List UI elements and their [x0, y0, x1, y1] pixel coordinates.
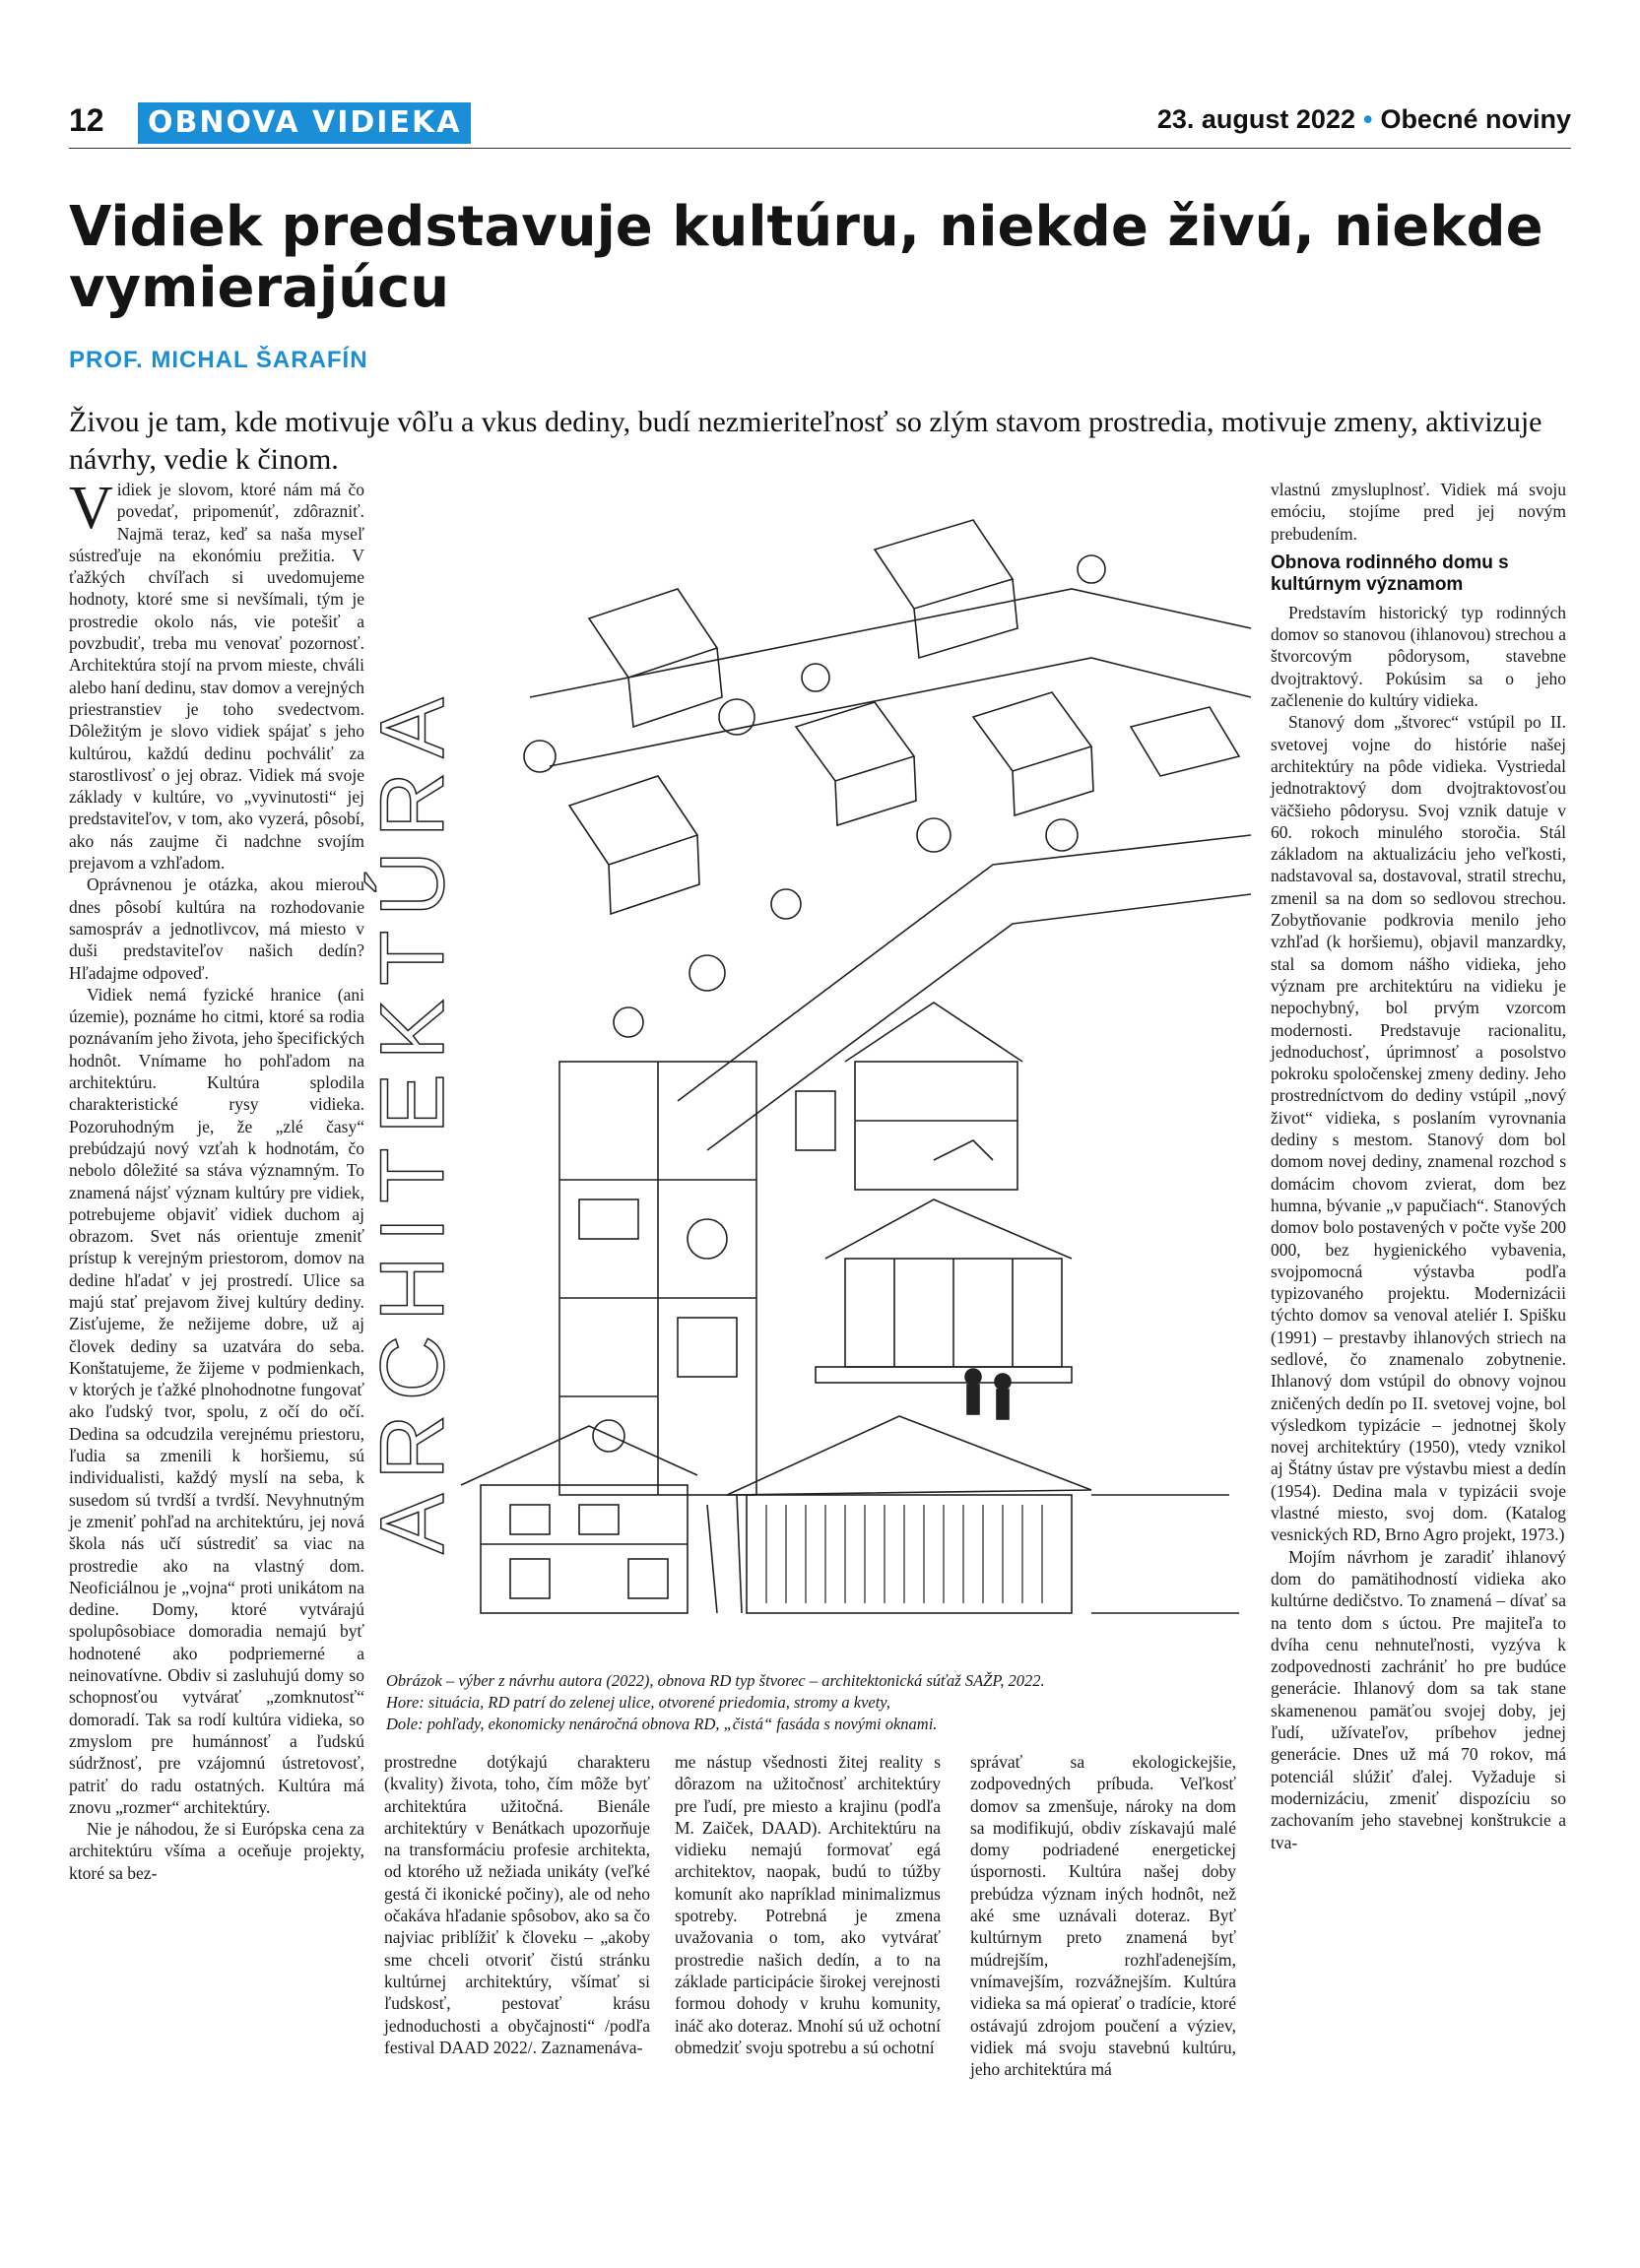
paragraph: me nástup všednosti žitej reality s dôrazom na užitočnosť architektúry pre ľudí, pre miesto a krajinu (podľa M. Zaiček, DAAD). Architektúru na vidieku nemajú formovať egá architektov, naopak, budú to túžby komunít ako napríklad minimalizmus spotreby. Potrebná je zmena uvažovania o tom, ako vytvárať prostredie našich dedín, a to na základe participácie širokej verejnosti formou dohody v kruhu komunity, ináč ako doteraz. Mnohí sú už ochotní obmedziť svoju spotrebu a sú ochotní [675, 1752, 941, 2057]
caption-line: Hore: situácia, RD patrí do zelenej ulice, otvorené priedomia, stromy a kvety, [386, 1693, 890, 1712]
article-column-1 [69, 475, 364, 1884]
paragraph: Vidiek nemá fyzické hranice (ani územie), poznáme ho citmi, ktoré sa rodia poznávaním jeho života, jeho špecifických hodnôt. Vnímame ho pohľadom na architektúru. Kultúra splodila charakteristické rysy vidieka. Pozoruhodným je, že „zlé časy“ prebúdzajú nový vzťah k hodnotám, čo nebolo dôležité sa stáva významným. To znamená nájsť význam kultúry pre vidiek, potrebujeme objaviť vidiek duchom aj obrazom. Svet nás orientuje zmeniť prístup k verejným priestorom, domov na dedine hľadať v jej prostredí. Ulice sa majú stať prejavom živej kultúry dediny. Zisťujeme, že nežijeme dobre, už aj človek dediny sa uzatvára do seba. Konštatujeme, že žijeme v podmienkach, v ktorých je ťažké plnohodnotne fungovať ako ľudský tvor, spolu, z očí do očí. Dedina sa odcudzila verejnému priestoru, ľudia sa zmenili k horšiemu, sú individualisti, každý myslí na seba, k susedom sú tvrdší a tvrdší. Nevyhnutným je zmeniť pohľad na architektúru, jej nová škola nás učí sústrediť sa viac na prostredie ako na vlastný dom. Neoficiálnou je „vojna“ proti unikátom na dedine. Domy, ktoré vytvárajú spolupôsobiace domoradia nemajú byť hodnotené ako podpriemerné a neinovatívne. Obdiv si zasluhujú domy so schopnosťou vytvárať „zomknutosť“ domoradí. Tak sa rodí kultúra vidieka, so zmyslom pre humánnosť a ľudskú súdržnosť, pre vzájomnú ústretovosť, patriť do radu ostatných. Kultúra má znovu „rozmer“ architektúry. [69, 984, 364, 1817]
article-column-3 [675, 1751, 941, 2058]
issue-date: 23. august 2022 [1156, 104, 1355, 134]
article-headline: Vidiek predstavuje kultúru, niekde živú, niekde vymierajúcu [69, 195, 1543, 320]
paragraph: Nie je náhodou, že si Európska cena za architektúru všíma a oceňuje projekty, ktoré sa bez- [69, 1819, 364, 1883]
paragraph: prostredne dotýkajú charakteru (kvality) života, toho, čím môže byť architektúra užitočná. Bienále architektúry v Benátkach upozorňuje na transformáciu profesie architekta, od ktorého už nežiada unikáty (veľké gestá či ikonické počiny), ale od neho očakáva hľadanie spôsobov, ako sa čo najviac priblížiť k človeku – „akoby sme chceli otvoriť čistú stránku kultúrnej architektúry, všímať si ľudskosť, pestovať krásu jednoduchosti a obyčajnosti“ /podľa festival DAAD 2022/. Zaznamenáva- [384, 1752, 650, 2057]
paragraph: Oprávnenou je otázka, akou mierou dnes pôsobí kultúra na rozhodovanie samospráv a jednotlivcov, má miesto v duši predstaviteľov našich dedín? Hľadajme odpoveď. [69, 875, 364, 983]
header-divider [69, 148, 1571, 149]
publication-name: Obecné noviny [1380, 104, 1571, 134]
article-column-2 [384, 1751, 650, 2058]
architecture-illustration [362, 510, 1251, 1648]
paragraph [69, 475, 364, 874]
paragraph: vlastnú zmysluplnosť. Vidiek má svoju emóciu, stojíme pred jej novým prebudením. [1271, 480, 1566, 544]
page-header [69, 102, 1571, 148]
page-number: 12 [69, 102, 104, 138]
issue-info [1157, 104, 1571, 135]
section-label: OBNOVA VIDIEKA [138, 102, 471, 144]
caption-line: Obrázok – výber z návrhu autora (2022), obnova RD typ štvorec – architektonická súťaž SAŽP, 2022. [386, 1671, 1045, 1690]
paragraph: správať sa ekologickejšie, zodpovedných príbuda. Veľkosť domov sa zmenšuje, nároky na dom sa modifikujú, obdiv získavajú malé domy podriadené energetickej úspornosti. Kultúra našej doby prebúdza význam iných hodnôt, než aké sme uznávali doteraz. Byť kultúrnym preto znamená byť múdrejším, rozhľadenejším, vnímavejším, rozvážnejším. Kultúra vidieka sa má opierať o tradície, ktoré ostávajú zdrojom poučení a výziev, vidiek má svoju stavebnú kultúru, jeho architektúra má [970, 1752, 1236, 2080]
article-author: PROF. MICHAL ŠARAFÍN [69, 347, 368, 373]
figure-caption [386, 1670, 1243, 1735]
caption-line: Dole: pohľady, ekonomicky nenáročná obnova RD, „čistá“ fasáda s novými oknami. [386, 1715, 938, 1733]
paragraph: Mojím návrhom je zaradiť ihlanový dom do pamätihodností vidieka ako kultúrne dedičstvo. To znamená – dívať sa na tento dom s úctou. Pre majiteľa to dvíha cenu nehnuteľnosti, vyzýva k zodpovednosti zachrániť ho pre budúce generácie. Ihlanový dom sa tak stane skamenenou pamäťou svojej doby, jej ľudí, užívateľov, príbehov jednej generácie. Dnes už má 70 rokov, má potenciál slúžiť ďalej. Vyžaduje si modernizáciu, zmeniť dispozíciu so zachovaním jeho stavebnej konštrukcie a tva- [1271, 1546, 1566, 1852]
paragraph: Predstavím historický typ rodinných domov so stanovou (ihlanovou) strechou a štvorcovým pôdorysom, stavebne dvojtraktový. Pokúsim sa o jeho začlenenie do kultúry vidieka. [1271, 602, 1566, 711]
section-subheading: Obnova rodinného domu s kultúrnym významom [1271, 551, 1509, 595]
vertical-title: ARCHITEKTÚRA [362, 683, 463, 1554]
paragraph: Stanový dom „štvorec“ vstúpil po II. svetovej vojne do histórie našej architektúry na pôde vidieka. Vystriedal jednotraktový dom dvojtraktovosťou väčšieho pôdorysu. Svoj vznik datuje v 60. rokoch minulého storočia. Stál základom na aktualizáciu jeho veľkosti, nadstavoval sa, dostavoval, stratil strechu, zmenil sa na dom so sedlovou strechou. Zobytňovanie podkrovia menilo jeho vzhľad (k horšiemu), objavil manzardky, stal sa domom nášho vidieka, jeho význam pre architektúru na vidieku je nepochybný, bol prvým vzorcom modernosti. Predstavuje racionalitu, jednoduchosť, úprimnosť a posolstvo pokroku spoločenskej zmeny dediny. Jeho prostredníctvom do dediny vstúpil „nový život“ vidieka, s poslaním vyrovnania dediny s mestom. Stanový dom bol domom novej dediny, znamenal rozchod s domácim chovom zvierat, dom bez humna, bývanie „v papučiach“. Stanových domov bolo postavených v počte vyše 200 000, bez hygienického vybavenia, svojpomocná výstavba podľa typizovaného projektu. Modernizácii týchto domov sa venoval ateliér I. Spišku (1991) – prestavby ihlanových striech na sedlové, čo znamenalo zobytnenie. Ihlanový dom vstúpil do obnovy vojnou zničených dedín po II. svetovej vojne, bol výsledkom typizácie – jednotnej školy novej architektúry (1950), vtedy vznikol aj Štátny ústav pre výstavbu miest a dedín (1954). Dedina mala v typizácii svoje vlastné miesto, svoj dom. (Katalog vesnických RD, Brno Agro projekt, 1973.) [1271, 712, 1566, 1545]
bullet-separator: • [1362, 104, 1373, 134]
drop-cap: V [69, 475, 113, 542]
article-column-4 [970, 1751, 1236, 2080]
article-lead: Živou je tam, kde motivuje vôľu a vkus dediny, budí nezmieriteľnosť so zlým stavom prostredia, motivuje zmeny, aktivizuje návrhy, vedie k činom. [69, 406, 1542, 476]
article-column-5 [1271, 479, 1566, 1853]
paragraph-text: idiek je slovom, ktoré nám má čo povedať, pripomenúť, zdôrazniť. Najmä teraz, keď sa naša myseľ sústreďuje na ekonómiu prežitia. V ťažkých chvíľach si uvedomujeme hodnoty, ktoré sme si nevšímali, tým je prostredie okolo nás, vie potešiť a povzbudiť, treba mu venovať pozornosť. Architektúra stojí na prvom mieste, chváli alebo haní dedinu, stav domov a verejných priestranstiev je toho svedectvom. Dôležitým je slovo vidiek spájať s jeho kultúrou, každú dedinu pochváliť za starostlivosť o jej obraz. Vidiek má svoje základy v kultúre, vo „vyvinutosti“ jej predstaviteľov, v tom, ako vyzerá, pôsobí, ako nás zaujme či nadchne svojím prejavom a vzhľadom. [69, 480, 364, 874]
